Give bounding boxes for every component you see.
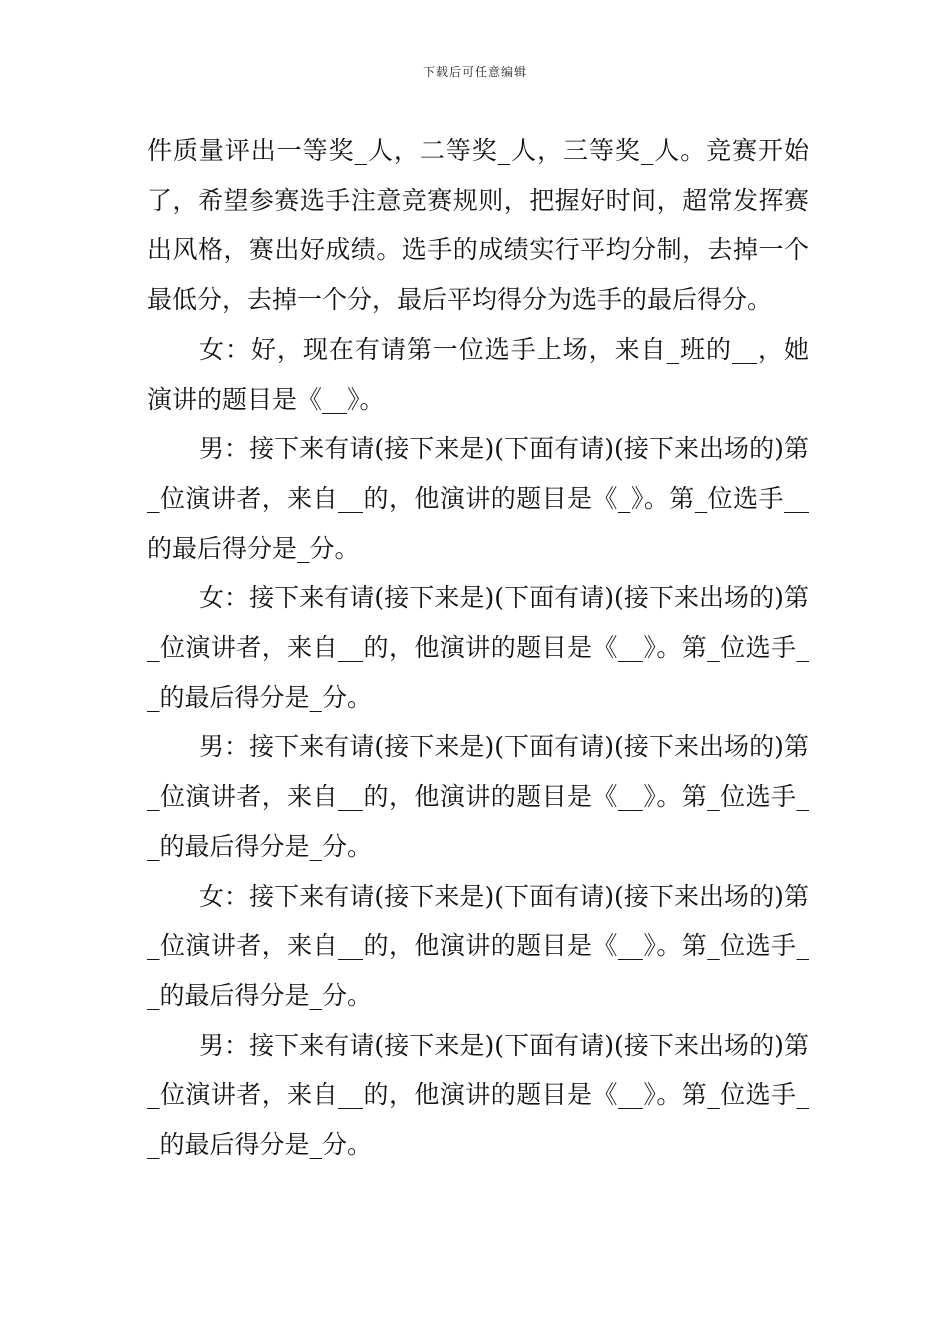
paragraph-host-male-1: 男：接下来有请(接下来是)(下面有请)(接下来出场的)第_位演讲者，来自__的，他演讲的题目是《_》。第_位选手__的最后得分是_分。 <box>147 434 809 563</box>
paragraph-host-female-1: 女：好，现在有请第一位选手上场，来自_班的__，她演讲的题目是《__》。 <box>147 334 809 414</box>
page-header: 下载后可任意编辑 <box>422 65 527 79</box>
paragraph-host-female-2: 女：接下来有请(接下来是)(下面有请)(接下来出场的)第_位演讲者，来自__的，他演讲的题目是《__》。第_位选手__的最后得分是_分。 <box>147 583 809 712</box>
paragraph-host-male-2: 男：接下来有请(接下来是)(下面有请)(接下来出场的)第_位演讲者，来自__的，他演讲的题目是《__》。第_位选手__的最后得分是_分。 <box>147 732 809 861</box>
paragraph-host-female-3: 女：接下来有请(接下来是)(下面有请)(接下来出场的)第_位演讲者，来自__的，他演讲的题目是《__》。第_位选手__的最后得分是_分。 <box>147 881 809 1010</box>
document-body <box>147 126 809 1170</box>
paragraph-host-male-3: 男：接下来有请(接下来是)(下面有请)(接下来出场的)第_位演讲者，来自__的，他演讲的题目是《__》。第_位选手__的最后得分是_分。 <box>147 1030 809 1160</box>
paragraph-rules: 件质量评出一等奖_人，二等奖_人，三等奖_人。竞赛开始了，希望参赛选手注意竞赛规则，把握好时间，超常发挥赛出风格，赛出好成绩。选手的成绩实行平均分制，去掉一个最低分，去掉一个分，最后平均得分为选手的最后得分。 <box>147 136 809 315</box>
